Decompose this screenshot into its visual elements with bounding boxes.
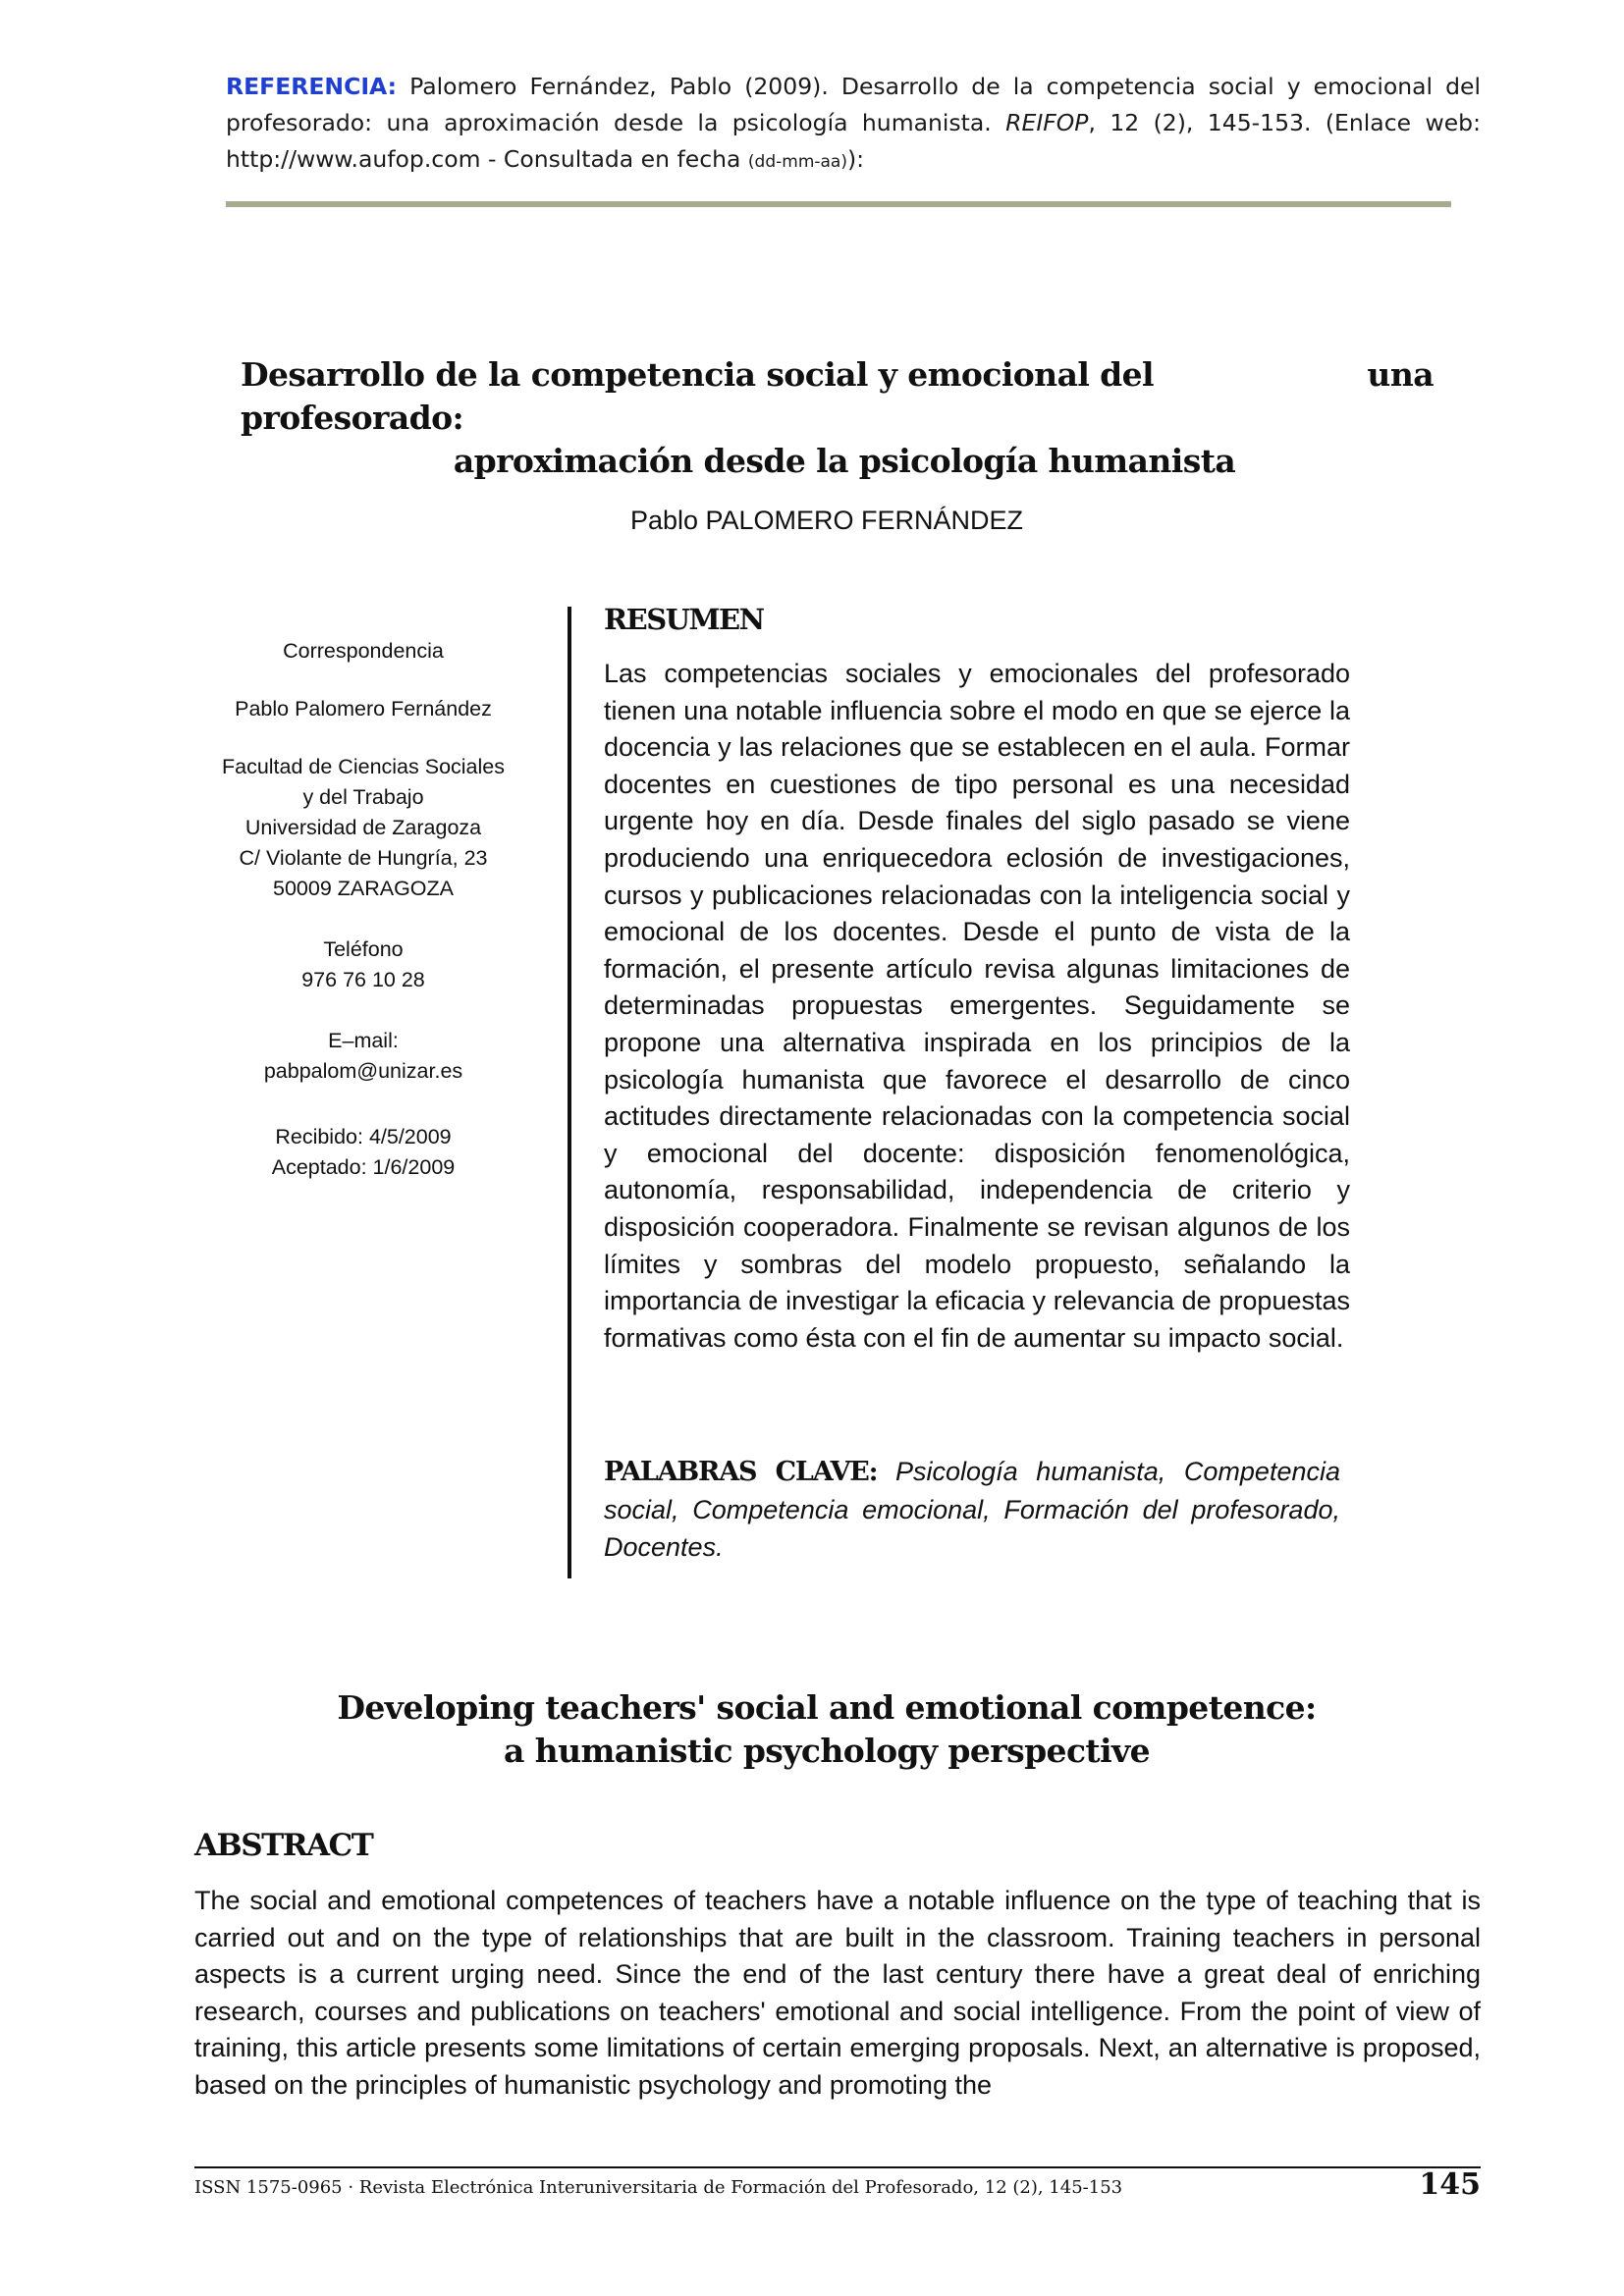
reference-label: REFERENCIA: bbox=[226, 73, 398, 100]
footer-divider bbox=[194, 2166, 1481, 2168]
english-title-line-1: Developing teachers' social and emotional competence: bbox=[337, 1688, 1317, 1727]
keywords-text: Psicología humanista, Competencia social, Competencia emocional, Formación del profesorado, Docentes. bbox=[604, 1457, 1340, 1562]
address-line: Facultad de Ciencias Sociales bbox=[221, 755, 505, 778]
english-title bbox=[0, 1686, 1624, 1773]
correspondence-heading: Correspondencia bbox=[283, 639, 444, 663]
resumen-text: Las competencias sociales y emocionales del profesorado tienen una notable influencia sobre el modo en que se ejerce la docencia y las relaciones que se establecen en el aula. Formar docentes en cuestiones de tipo personal es una necesidad urgente hoy en día. Desde finales del siglo pasado se viene produciendo una enriquecedora eclosión de investigaciones, cursos y publicaciones relacionadas con la inteligencia social y emocional de los docentes. Desde el punto de vista de la formación, el presente artículo revisa algunas limitaciones de determinadas propuestas emergentes. Seguidamente se propone una alternativa inspirada en los principios de la psicología humanista que favorece el desarrollo de cinco actitudes directamente relacionadas con la competencia social y emocional del docente: disposición fenomenológica, autonomía, responsabilidad, independencia de criterio y disposición cooperadora. Finalmente se revisan algunos de los límites y sombras del modelo propuesto, señalando la importancia de investigar la eficacia y relevancia de propuestas formativas como ésta con el fin de aumentar su impacto social. bbox=[604, 659, 1350, 1353]
citation-text-2: , 12 (2), 145-153. (Enlace web: http://www.aufop.com - Consultada en fecha bbox=[226, 109, 1481, 173]
article-title bbox=[226, 353, 1434, 483]
citation-end: ): bbox=[846, 145, 865, 173]
author-name: Pablo PALOMERO FERNÁNDEZ bbox=[629, 506, 1024, 535]
keywords-block bbox=[604, 1453, 1340, 1566]
email-label: E–mail: bbox=[328, 1029, 399, 1052]
correspondence-block bbox=[211, 636, 515, 1183]
page-number: 145 bbox=[1419, 2167, 1481, 2202]
header-divider bbox=[226, 201, 1451, 207]
footer-citation: ISSN 1575-0965 · Revista Electrónica Interuniversitaria de Formación del Profesorado, 12 (2), 145-153 bbox=[194, 2177, 1123, 2198]
accepted-date: Aceptado: 1/6/2009 bbox=[271, 1155, 456, 1179]
resumen-heading: RESUMEN bbox=[604, 603, 764, 636]
title-line-1: Desarrollo de la competencia social y emocional del profesorado: bbox=[241, 355, 1154, 437]
date-format: (dd-mm-aa) bbox=[747, 152, 847, 172]
column-divider bbox=[568, 607, 571, 1578]
reference-citation bbox=[226, 69, 1481, 181]
correspondence-name: Pablo Palomero Fernández bbox=[235, 697, 492, 721]
abstract-heading: ABSTRACT bbox=[194, 1828, 373, 1863]
abstract-text: The social and emotional competences of teachers have a notable influence on the type of teaching that is carried out and on the type of relationships that are built in the classroom. Training teachers in personal aspects is a current urging need. Since the end of the last century there have a great deal of enriching research, courses and publications on teachers' emotional and social intelligence. From the point of view of training, this article presents some limitations of certain emerging proposals. Next, an alternative is proposed, based on the principles of humanistic psychology and promoting the bbox=[194, 1886, 1481, 2100]
address-line: y del Trabajo bbox=[302, 785, 424, 809]
email-address: pabpalom@unizar.es bbox=[263, 1059, 463, 1083]
received-date: Recibido: 4/5/2009 bbox=[275, 1125, 452, 1148]
address-line: C/ Violante de Hungría, 23 bbox=[239, 846, 488, 870]
phone-label: Teléfono bbox=[323, 937, 404, 961]
title-line-1-end: una bbox=[1367, 355, 1434, 394]
phone-number: 976 76 10 28 bbox=[301, 968, 425, 991]
address-line: 50009 ZARAGOZA bbox=[272, 877, 455, 900]
citation-text-1: Palomero Fernández, Pablo (2009). Desarrollo de la competencia social y emocional del profesorado: una aproximación desde la psicología humanista. bbox=[226, 73, 1481, 136]
title-line-2: aproximación desde la psicología humanista bbox=[453, 442, 1236, 480]
english-title-line-2: a humanistic psychology perspective bbox=[504, 1732, 1150, 1770]
keywords-label: PALABRAS CLAVE: bbox=[604, 1457, 878, 1487]
address-line: Universidad de Zaragoza bbox=[244, 816, 482, 839]
journal-name: REIFOP bbox=[1005, 109, 1089, 136]
